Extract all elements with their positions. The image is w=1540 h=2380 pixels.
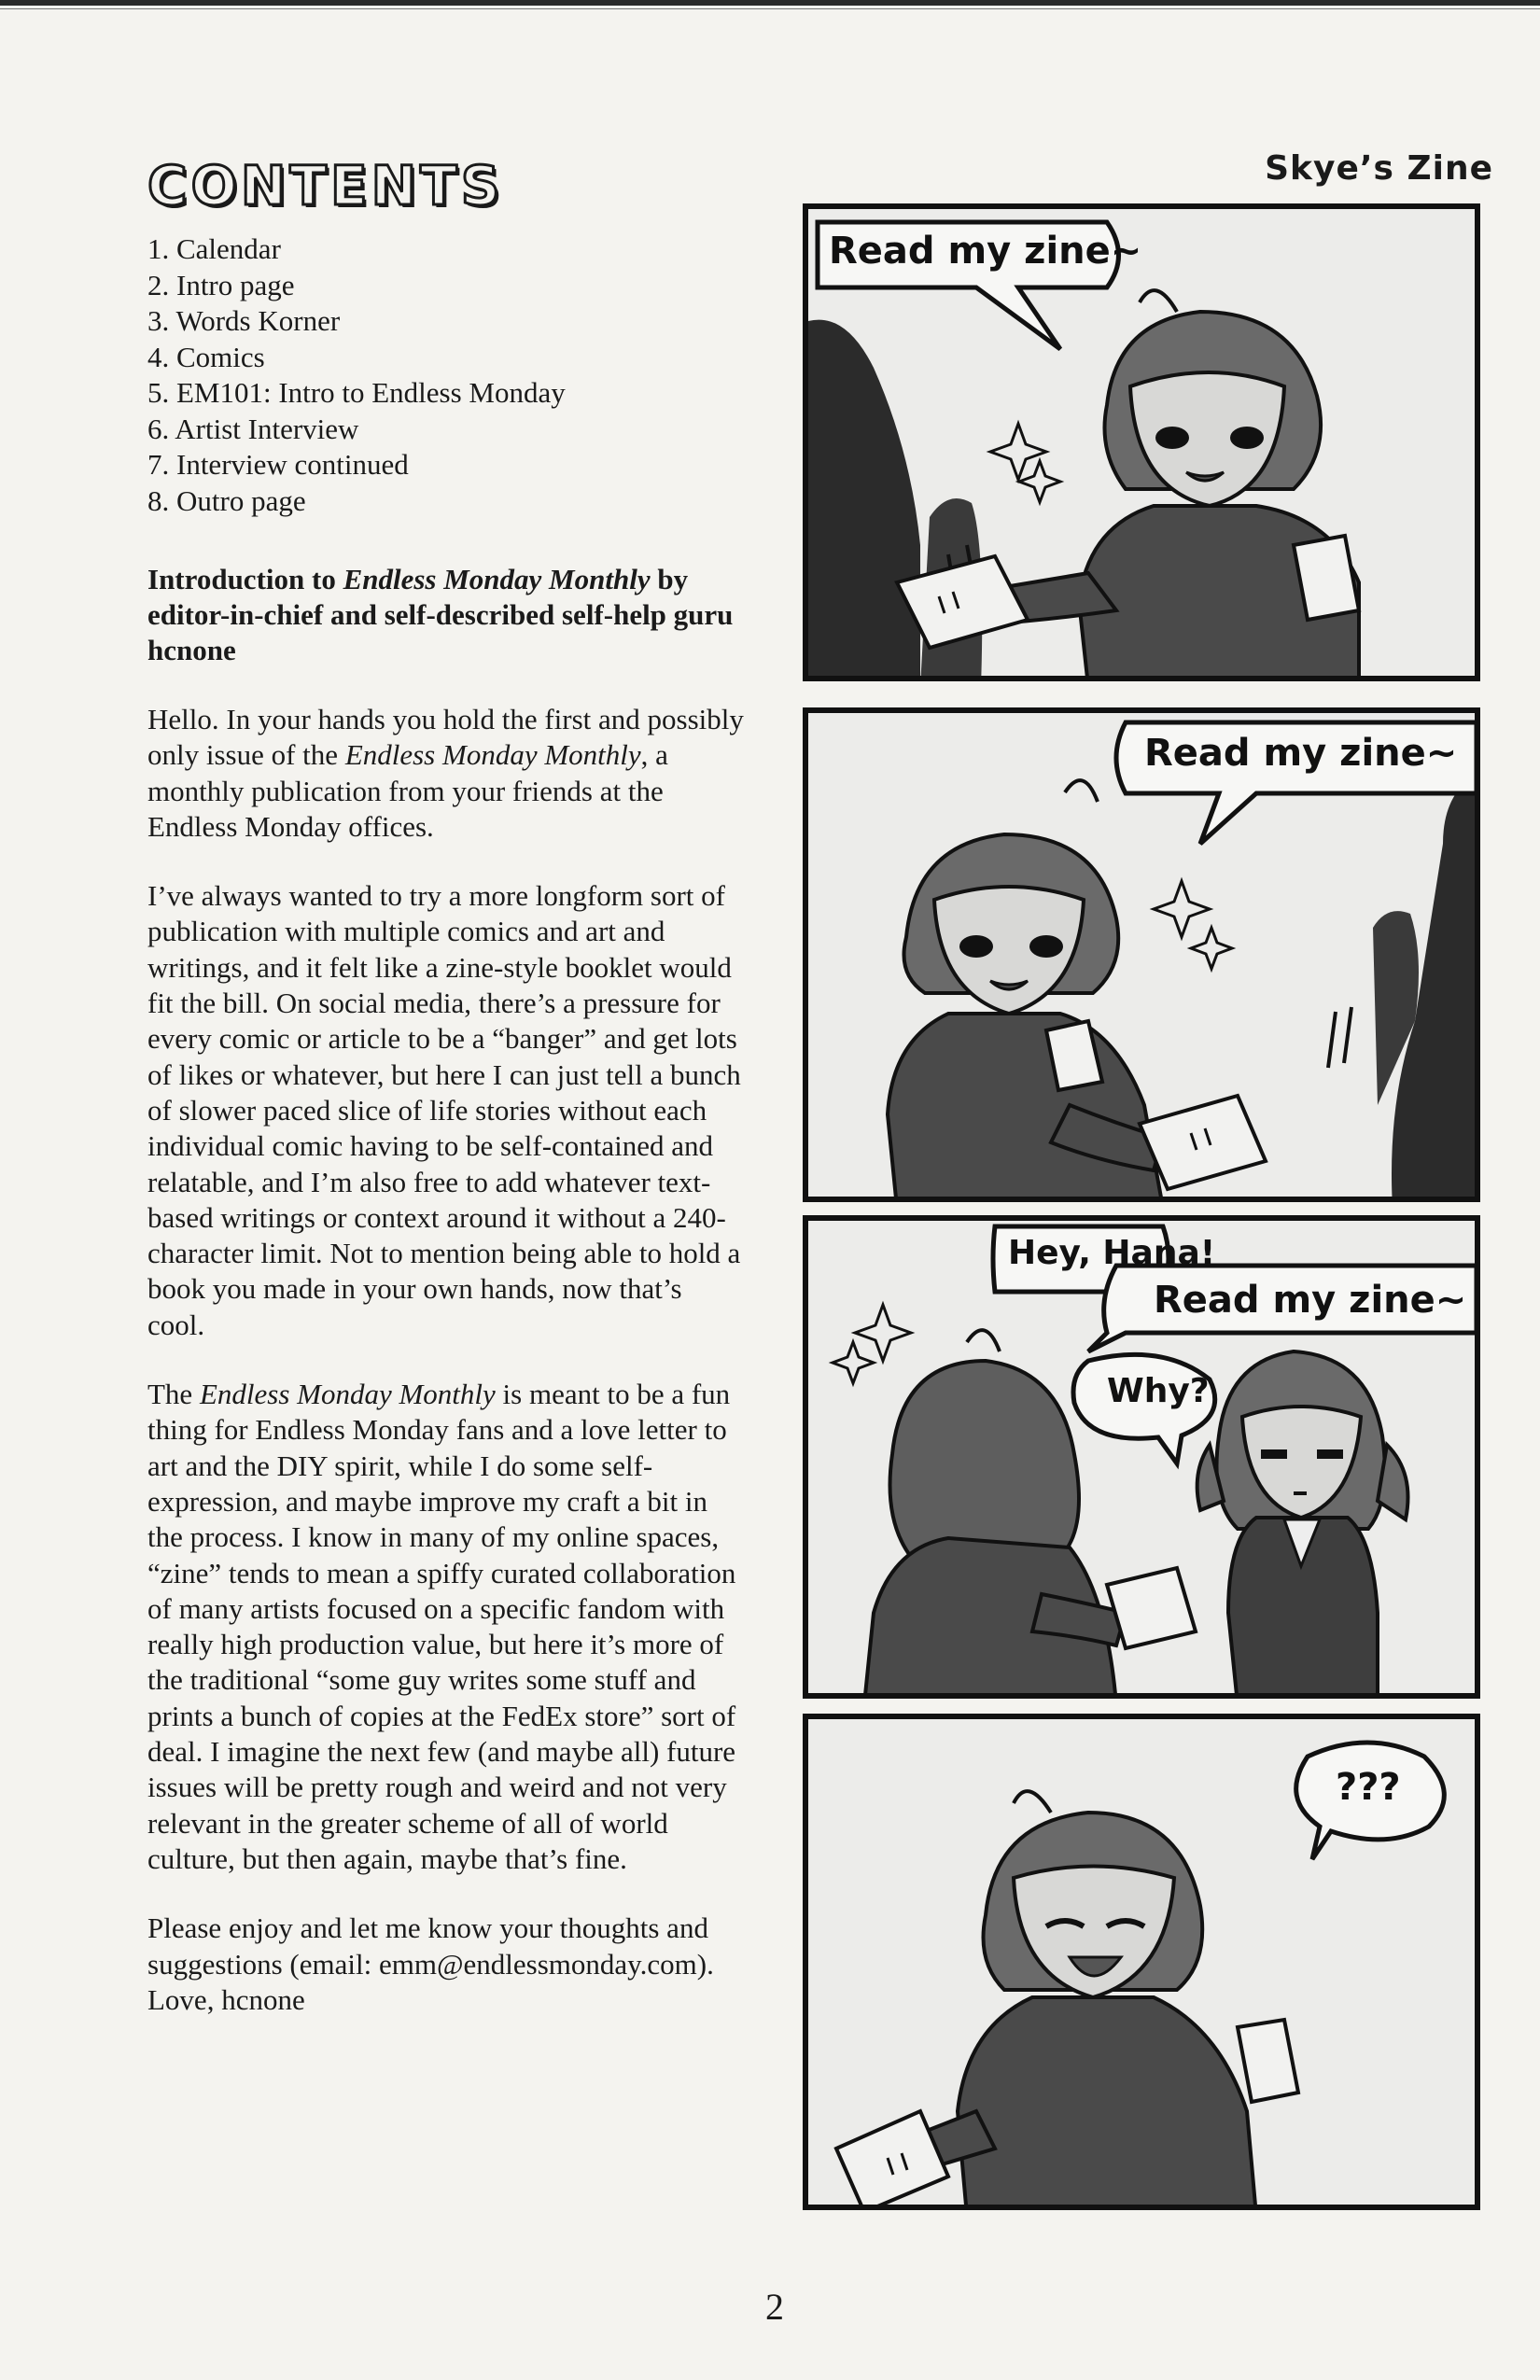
comic-panel-4: [803, 1714, 1480, 2210]
p1-text-b: , a monthly publication from your friends at the Endless Monday offices.: [147, 738, 668, 843]
intro-paragraph-4: [147, 1911, 745, 2018]
p3-title: Endless Monday Monthly: [199, 1378, 496, 1411]
comic-panel-3: [803, 1215, 1480, 1699]
panel-2-speech: Read my zine~: [1144, 732, 1458, 775]
p1-text-a: Hello. In your hands you hold the first and possibly only issue of the: [147, 703, 744, 772]
top-rule: [0, 0, 1540, 6]
toc-item: 7. Interview continued: [147, 448, 409, 481]
intro-heading-prefix: Introduction to: [147, 563, 343, 595]
intro-heading: [147, 562, 745, 668]
toc-item: 5. EM101: Intro to Endless Monday: [147, 376, 566, 409]
toc-item: 3. Words Korner: [147, 304, 341, 337]
comic-title: Skye’s Zine: [1265, 149, 1493, 188]
p3-text-a: The: [147, 1378, 200, 1411]
intro-heading-suffix: by editor-in-chief and self-described self-help guru hcnone: [147, 563, 734, 666]
text-column: [147, 149, 745, 2018]
panel-3-speech-greeting: Hey, Hana!: [1008, 1234, 1216, 1272]
p1-title: Endless Monday Monthly: [344, 738, 641, 772]
toc-item: 2. Intro page: [147, 268, 295, 301]
toc-item: 1. Calendar: [147, 232, 281, 265]
panel-1-speech: Read my zine~: [829, 230, 1142, 273]
comic-panel-2: [803, 707, 1480, 1202]
panel-3-speech-request: Read my zine~: [1154, 1279, 1467, 1322]
toc-item: 6. Artist Interview: [147, 412, 359, 445]
intro-heading-title: Endless Monday Monthly: [343, 563, 651, 595]
panel-3-speech-why: Why?: [1107, 1372, 1210, 1410]
toc-item: 4. Comics: [147, 340, 265, 373]
comic-panel-1: [803, 203, 1480, 681]
intro-paragraph-2: I’ve always wanted to try a more longform sort of publication with multiple comics and art and writings, and it felt like a zine-style booklet would fit the bill. On social media, there’s a pressure for every comic or article to be a “banger” and get lots of likes or whatever, but here I can just tell a bunch of slower paced slice of life stories without each individual comic having to be self-contained and relatable, and I’m also free to add whatever text-based writings or context around it without a 240-character limit. Not to mention being able to hold a book you made in your own hands, now that’s cool.: [147, 879, 741, 1341]
closing-request: Please enjoy and let me know your thoughts and suggestions (email: emm@endlessmonday.com).: [147, 1911, 714, 1981]
panel-4-speech: ???: [1336, 1766, 1401, 1809]
panel-1-art: [808, 209, 1480, 681]
panel-2-art: [808, 713, 1480, 1202]
p3-text-b: is meant to be a fun thing for Endless Monday fans and a love letter to art and the DIY spirit, while I do some self-expression, and maybe improve my craft a bit in the process. I know in many of my online spaces, “zine” tends to mean a spiffy curated collaboration of many artists focused on a specific fandom with really high production value, but here it’s more of the traditional “some guy writes some stuff and prints a bunch of copies at the FedEx store” sort of deal. I imagine the next few (and maybe all) future issues will be pretty rough and weird and not very relevant in the greater scheme of all of world culture, but then again, maybe that’s fine.: [147, 1378, 736, 1875]
page-number: 2: [765, 2286, 784, 2328]
top-rule-thin: [0, 8, 1540, 9]
table-of-contents: [147, 231, 745, 519]
toc-item: 8. Outro page: [147, 483, 306, 517]
intro-paragraph-3: [147, 1377, 745, 1877]
contents-title: CONTENTS: [147, 154, 504, 217]
signature: Love, hcnone: [147, 1982, 305, 2016]
intro-paragraph-1: [147, 702, 745, 845]
